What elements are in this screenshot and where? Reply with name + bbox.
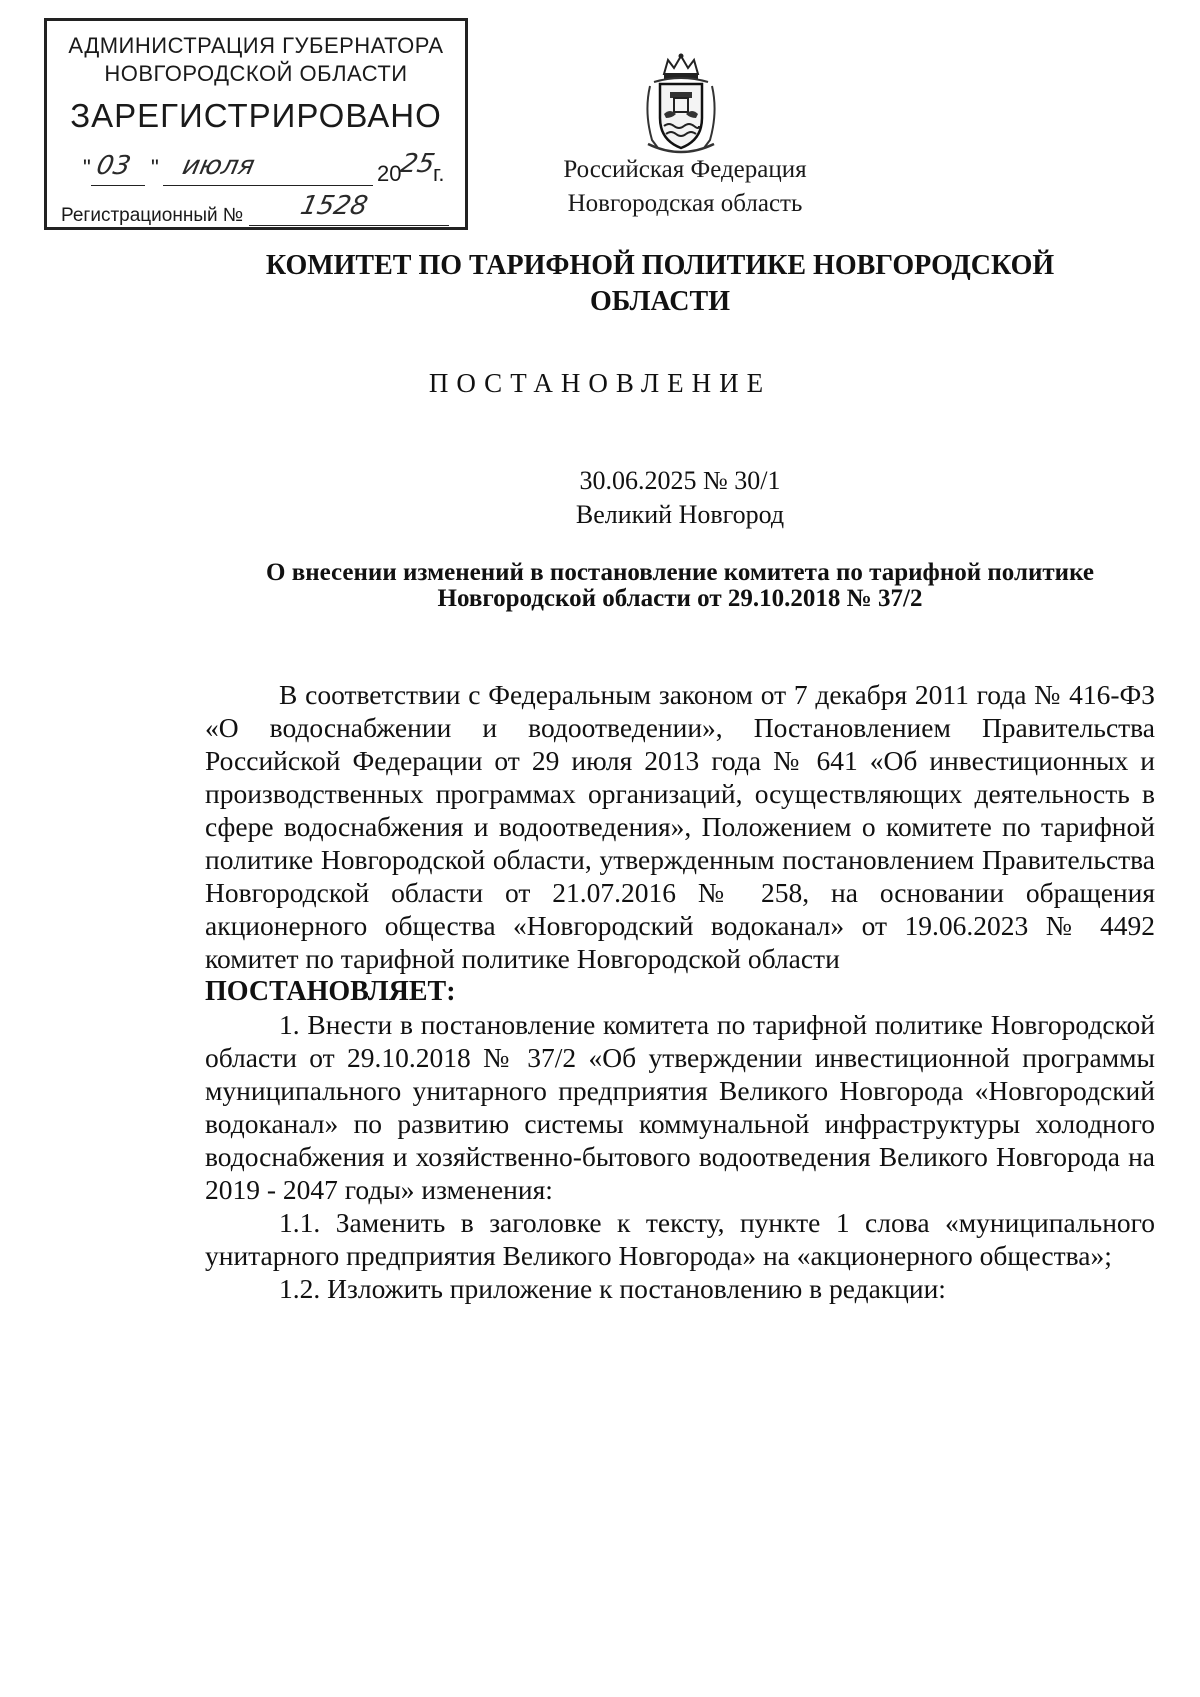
stamp-year-end: г. <box>433 161 445 186</box>
document-type: ПОСТАНОВЛЕНИЕ <box>428 368 772 398</box>
stamp-reg-number: 1528 <box>297 191 371 221</box>
stamp-registered-word: ЗАРЕГИСТРИРОВАНО <box>70 97 442 134</box>
month-underline <box>163 185 373 186</box>
stamp-year-suffix: 25 <box>397 149 438 179</box>
stamp-month: июля <box>179 151 258 181</box>
stamp-reg-label: Регистрационный № <box>61 205 244 226</box>
registration-stamp <box>44 18 468 230</box>
document-city: Великий Новгород <box>575 500 785 529</box>
document-number: 30.06.2025 № 30/1 <box>579 466 781 495</box>
region-label: Новгородская область <box>567 190 803 217</box>
stamp-date-row <box>83 151 463 189</box>
document-subject: О внесении изменений в постановление комитета по тарифной политике Новгородской области от 29.10.2018 № 37/2 <box>266 559 1094 612</box>
coat-of-arms-icon <box>636 52 726 156</box>
document-body <box>205 678 1155 1305</box>
item-1-1-paragraph: 1.1. Заменить в заголовке к тексту, пункте 1 слова «муниципального унитарного предприятия Великого Новгорода» на «акционерного общества»; <box>205 1207 1155 1271</box>
item-1-paragraph: 1. Внести в постановление комитета по тарифной политике Новгородской области от 29.10.2018 № 37/2 «Об утверждении инвестиционной программы муниципального унитарного предприятия Великого Новгорода «Новгородский водоканал» по развитию системы коммунальной инфраструктуры холодного водоснабжения и хозяйственно-бытового водоотведения Великого Новгорода на 2019 - 2047 годы» изменения: <box>205 1009 1155 1205</box>
stamp-line-administration: АДМИНИСТРАЦИЯ ГУБЕРНАТОРА <box>68 33 444 58</box>
stamp-registration-row <box>61 191 461 229</box>
federation-label: Российская Федерация <box>563 156 807 183</box>
day-underline <box>91 185 145 186</box>
stamp-line-region: НОВГОРОДСКОЙ ОБЛАСТИ <box>104 61 408 86</box>
quote-mark: " <box>83 155 91 180</box>
item-1-2-paragraph: 1.2. Изложить приложение к постановлению в редакции: <box>279 1273 946 1304</box>
reg-number-underline <box>249 225 449 226</box>
preamble-paragraph: В соответствии с Федеральным законом от 7 декабря 2011 года № 416-ФЗ «О водоснабжении и водоотведении», Постановлением Правительства Российской Федерации от 29 июля 2013 года № 641 «Об инвестиционных и производственных программах организаций, осуществляющих деятельность в сфере водоснабжения и водоотведения», Положением о комитете по тарифной политике Новгородской области, утвержденным постановлением Правительства Новгородской области от 21.07.2016 № 258, на основании обращения акционерного общества «Новгородский водоканал» от 19.06.2023 № 4492 комитет по тарифной политике Новгородской области <box>205 679 1155 974</box>
quote-mark: " <box>151 155 159 180</box>
stamp-year-prefix: 20 <box>377 161 402 186</box>
resolves-heading: ПОСТАНОВЛЯЕТ: <box>205 976 456 1007</box>
stamp-day: 03 <box>93 151 134 181</box>
committee-title: КОМИТЕТ ПО ТАРИФНОЙ ПОЛИТИКЕ НОВГОРОДСКОЙ ОБЛАСТИ <box>265 250 1055 317</box>
